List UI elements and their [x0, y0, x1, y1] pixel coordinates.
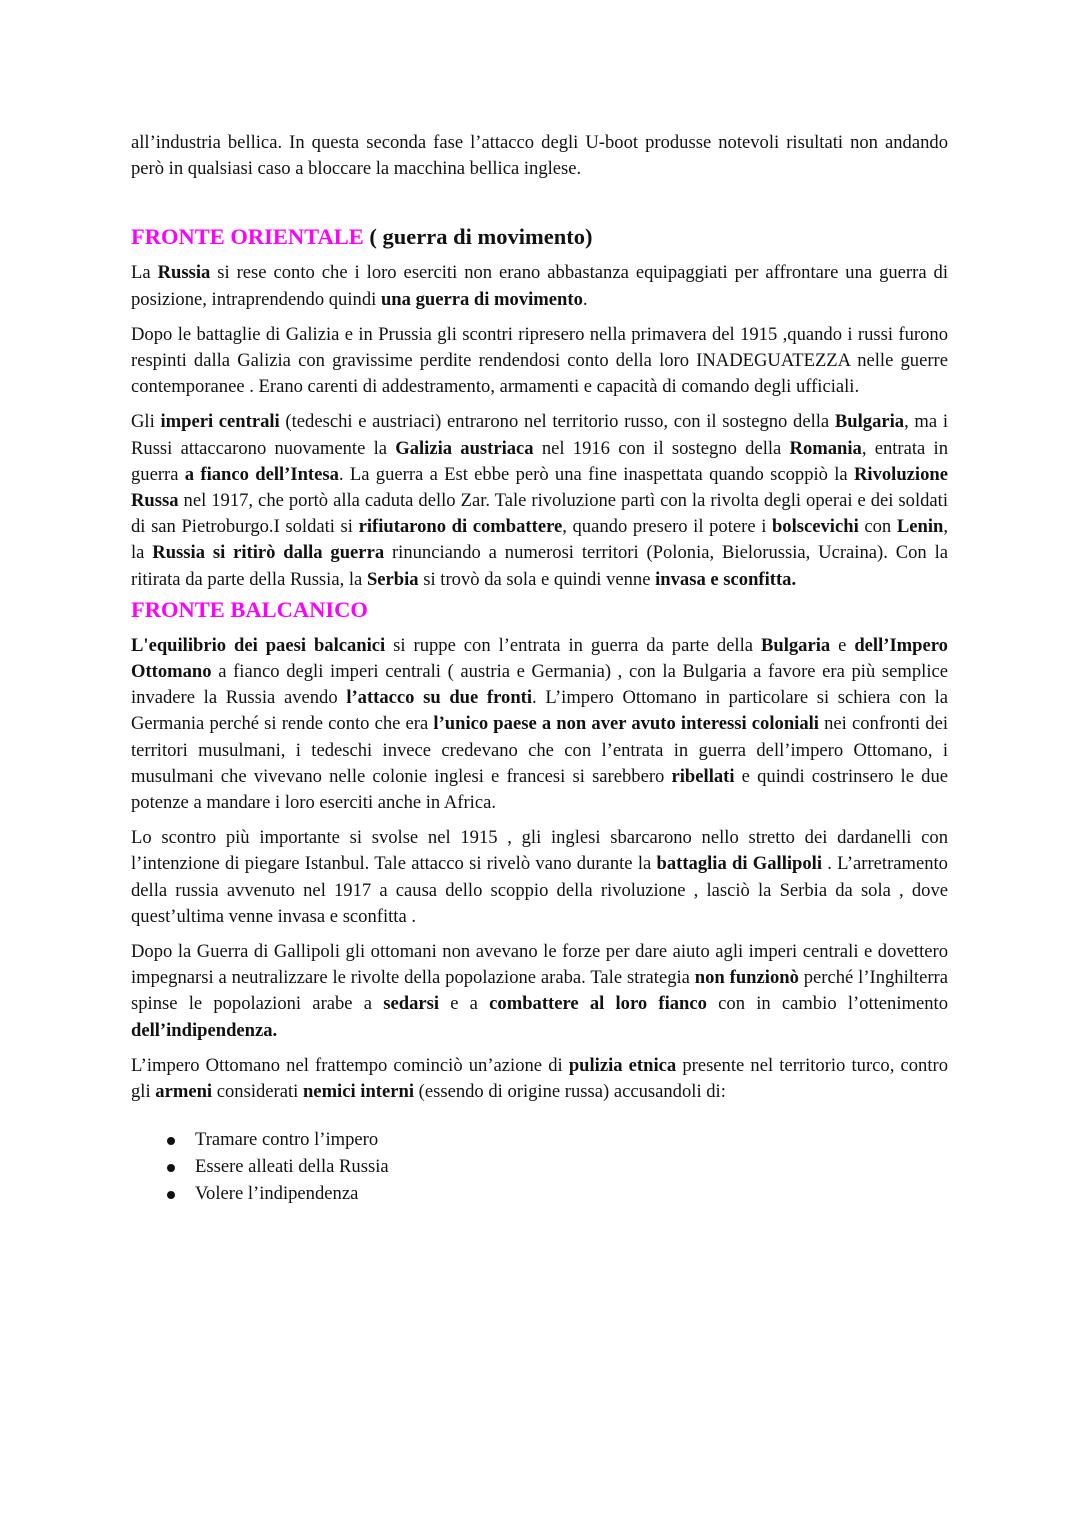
list-item: Volere l’indipendenza	[131, 1181, 948, 1208]
paragraph-balcanico-1: L'equilibrio dei paesi balcanici si ruppe con l’entrata in guerra da parte della Bulgaria e dell’Impero Ottomano a fianco degli imperi centrali ( austria e Germania) , con la Bulgaria a favore era più semplice invadere la Russia avendo l’attacco su due fronti. L’impero Ottomano in particolare si schiera con la Germania perché si rende conto che era l’unico paese a non aver avuto interessi coloniali nei confronti dei territori musulmani, i tedeschi invece credevano che con l’entrata in guerra dell’impero Ottomano, i musulmani che vivevano nelle colonie inglesi e francesi si sarebbero ribellati e quindi costrinsero le due potenze a mandare i loro eserciti anche in Africa.	[131, 634, 949, 814]
paragraph-balcanico-3: Dopo la Guerra di Gallipoli gli ottomani non avevano le forze per dare aiuto agli imperi centrali e dovettero impegnarsi a neutralizzare le rivolte della popolazione araba. Tale strategia non funzionò perché l’Inghilterra spinse le popolazioni arabe a sedarsi e a combattere al loro fianco con in cambio l’ottenimento dell’indipendenza.	[131, 941, 948, 1041]
paragraph-balcanico-2: Lo scontro più importante si svolse nel 1915 , gli inglesi sbarcarono nello stretto dei dardanelli con l’intenzione di piegare Istanbul. Tale attacco si rivelò vano durante la battaglia di Gallipoli . L’arretramento della russia avvenuto nel 1917 a causa dello scoppio della rivoluzione , lasciò la Serbia da sola , dove quest’ultima venne invasa e sconfitta .	[131, 827, 948, 927]
list-item: Essere alleati della Russia	[131, 1154, 948, 1181]
document-page	[131, 130, 948, 1208]
intro-paragraph: all’industria bellica. In questa seconda fase l’attacco degli U-boot produsse notevoli risultati non andando però in qualsiasi caso a bloccare la macchina bellica inglese.	[131, 132, 948, 180]
list-item: Tramare contro l’impero	[131, 1127, 948, 1154]
heading-subtitle: ( guerra di movimento)	[363, 224, 593, 250]
bullet-icon	[167, 1191, 175, 1199]
accusations-list	[131, 1127, 948, 1207]
heading-title: FRONTE ORIENTALE	[131, 224, 364, 250]
paragraph-orientale-1: La Russia si rese conto che i loro eserciti non erano abbastanza equipaggiati per affrontare una guerra di posizione, intraprendendo quindi una guerra di movimento.	[131, 262, 948, 310]
heading-fronte-balcanico	[131, 595, 948, 625]
heading-fronte-orientale	[131, 222, 948, 252]
paragraph-orientale-2: Dopo le battaglie di Galizia e in Prussia gli scontri ripresero nella primavera del 1915 ,quando i russi furono respinti dalla Galizia con gravissime perdite rendendosi conto della loro INADEGUATEZZA nelle guerre contemporanee . Erano carenti di addestramento, armamenti e capacità di comando degli ufficiali.	[131, 323, 948, 398]
paragraph-balcanico-4: L’impero Ottomano nel frattempo cominciò un’azione di pulizia etnica presente nel territorio turco, contro gli armeni considerati nemici interni (essendo di origine russa) accusandoli di:	[131, 1054, 948, 1103]
bullet-icon	[167, 1137, 175, 1145]
paragraph-orientale-3: Gli imperi centrali (tedeschi e austriaci) entrarono nel territorio russo, con il sostegno della Bulgaria, ma i Russi attaccarono nuovamente la Galizia austriaca nel 1916 con il sostegno della Romania, entrata in guerra a fianco dell’Intesa. La guerra a Est ebbe però una fine inaspettata quando scoppiò la Rivoluzione Russa nel 1917, che portò alla caduta dello Zar. Tale rivoluzione partì con la rivolta degli operai e dei soldati di san Pietroburgo.I soldati si rifiutarono di combattere, quando presero il potere i bolscevichi con Lenin, la Russia si ritirò dalla guerra rinunciando a numerosi territori (Polonia, Bielorussia, Ucraina). Con la ritirata da parte della Russia, la Serbia si trovò da sola e quindi venne invasa e sconfitta.	[131, 411, 948, 590]
bullet-icon	[167, 1164, 175, 1172]
heading-title: FRONTE BALCANICO	[131, 596, 368, 622]
